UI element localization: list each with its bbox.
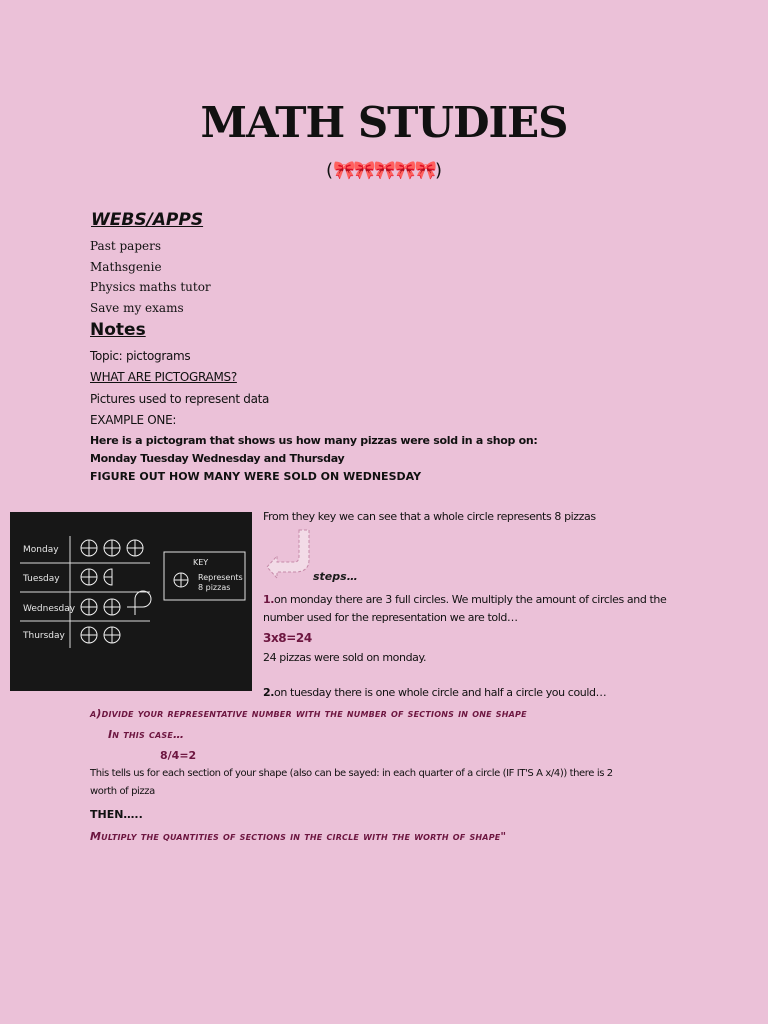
question-line-3: FIGURE OUT HOW MANY WERE SOLD ON WEDNESDAY bbox=[90, 470, 422, 483]
steps-label: steps… bbox=[313, 570, 358, 583]
calc-2: 8/4=2 bbox=[160, 749, 197, 762]
tells-line-2: worth of pizza bbox=[90, 786, 155, 797]
pictogram-symbol-full bbox=[104, 540, 120, 556]
pictogram-svg bbox=[10, 512, 252, 691]
step-1-line-1 bbox=[263, 593, 666, 606]
a-divide-line: a)divide your representative number with the number of sections in one shape bbox=[90, 707, 527, 720]
step-2-number: 2. bbox=[263, 686, 275, 699]
page-title: MATH STUDIES bbox=[200, 98, 568, 147]
key-symbol-icon bbox=[174, 573, 188, 587]
question-line-1: Here is a pictogram that shows us how many pizzas were sold in a shop on: bbox=[90, 434, 538, 447]
multiply-line: Multiply the quantities of sections in the circle with the worth of shape" bbox=[90, 830, 507, 843]
key-note: From they key we can see that a whole circle represents 8 pizzas bbox=[263, 510, 596, 523]
tells-line-1: This tells us for each section of your shape (also can be sayed: in each quarter of a circle (IF IT'S A x/4)) there is 2 bbox=[90, 768, 613, 779]
bow-icons: 🎀🎀🎀🎀🎀 bbox=[332, 160, 436, 181]
pictogram-symbol-partial bbox=[104, 569, 112, 585]
bow-close-paren: ) bbox=[435, 160, 443, 181]
pictogram-panel bbox=[10, 512, 252, 691]
day-label-tuesday: Tuesday bbox=[23, 574, 60, 584]
webs-item-physics-maths-tutor: Physics maths tutor bbox=[90, 280, 211, 294]
key-label: KEY bbox=[193, 558, 209, 567]
webs-apps-heading: WEBS/APPS bbox=[91, 210, 204, 230]
day-label-monday: Monday bbox=[23, 545, 59, 555]
webs-item-past-papers: Past papers bbox=[90, 239, 161, 253]
pictogram-symbol-full bbox=[81, 627, 97, 643]
what-are-pictograms: WHAT ARE PICTOGRAMS? bbox=[90, 370, 237, 384]
result-1: 24 pizzas were sold on monday. bbox=[263, 651, 427, 664]
notes-heading: Notes bbox=[90, 320, 146, 340]
pictogram-symbol-full bbox=[81, 599, 97, 615]
pictogram-symbol-partial bbox=[127, 591, 151, 615]
pictogram-symbol-full bbox=[104, 599, 120, 615]
calc-1: 3x8=24 bbox=[263, 631, 312, 645]
step-2-text: on tuesday there is one whole circle and half a circle you could… bbox=[274, 686, 607, 699]
pictogram-symbol-full bbox=[127, 540, 143, 556]
step-1-number: 1. bbox=[263, 593, 275, 606]
topic-line: Topic: pictograms bbox=[90, 349, 191, 363]
in-this-case: In this case… bbox=[108, 728, 185, 741]
step-2-line bbox=[263, 686, 606, 699]
key-text-line-1: Represents bbox=[198, 573, 243, 582]
pictogram-definition: Pictures used to represent data bbox=[90, 392, 270, 406]
pictogram-symbol-full bbox=[81, 540, 97, 556]
bow-open-paren: ( bbox=[325, 160, 333, 181]
example-one-label: EXAMPLE ONE: bbox=[90, 413, 177, 427]
step-1-line-2: number used for the representation we are told… bbox=[263, 611, 518, 624]
webs-item-mathsgenie: Mathsgenie bbox=[90, 260, 162, 274]
day-label-thursday: Thursday bbox=[23, 631, 65, 641]
pictogram-symbol-full bbox=[81, 569, 97, 585]
bow-decoration bbox=[0, 160, 768, 181]
then-label: THEN….. bbox=[90, 808, 143, 821]
pictogram-symbol-full bbox=[104, 627, 120, 643]
arrow-bend-icon bbox=[265, 526, 315, 582]
question-line-2: Monday Tuesday Wednesday and Thursday bbox=[90, 452, 345, 465]
step-1-text: on monday there are 3 full circles. We multiply the amount of circles and the bbox=[274, 593, 667, 606]
day-label-wednesday: Wednesday bbox=[23, 604, 76, 614]
key-text-line-2: 8 pizzas bbox=[198, 583, 231, 592]
webs-item-save-my-exams: Save my exams bbox=[90, 301, 184, 315]
